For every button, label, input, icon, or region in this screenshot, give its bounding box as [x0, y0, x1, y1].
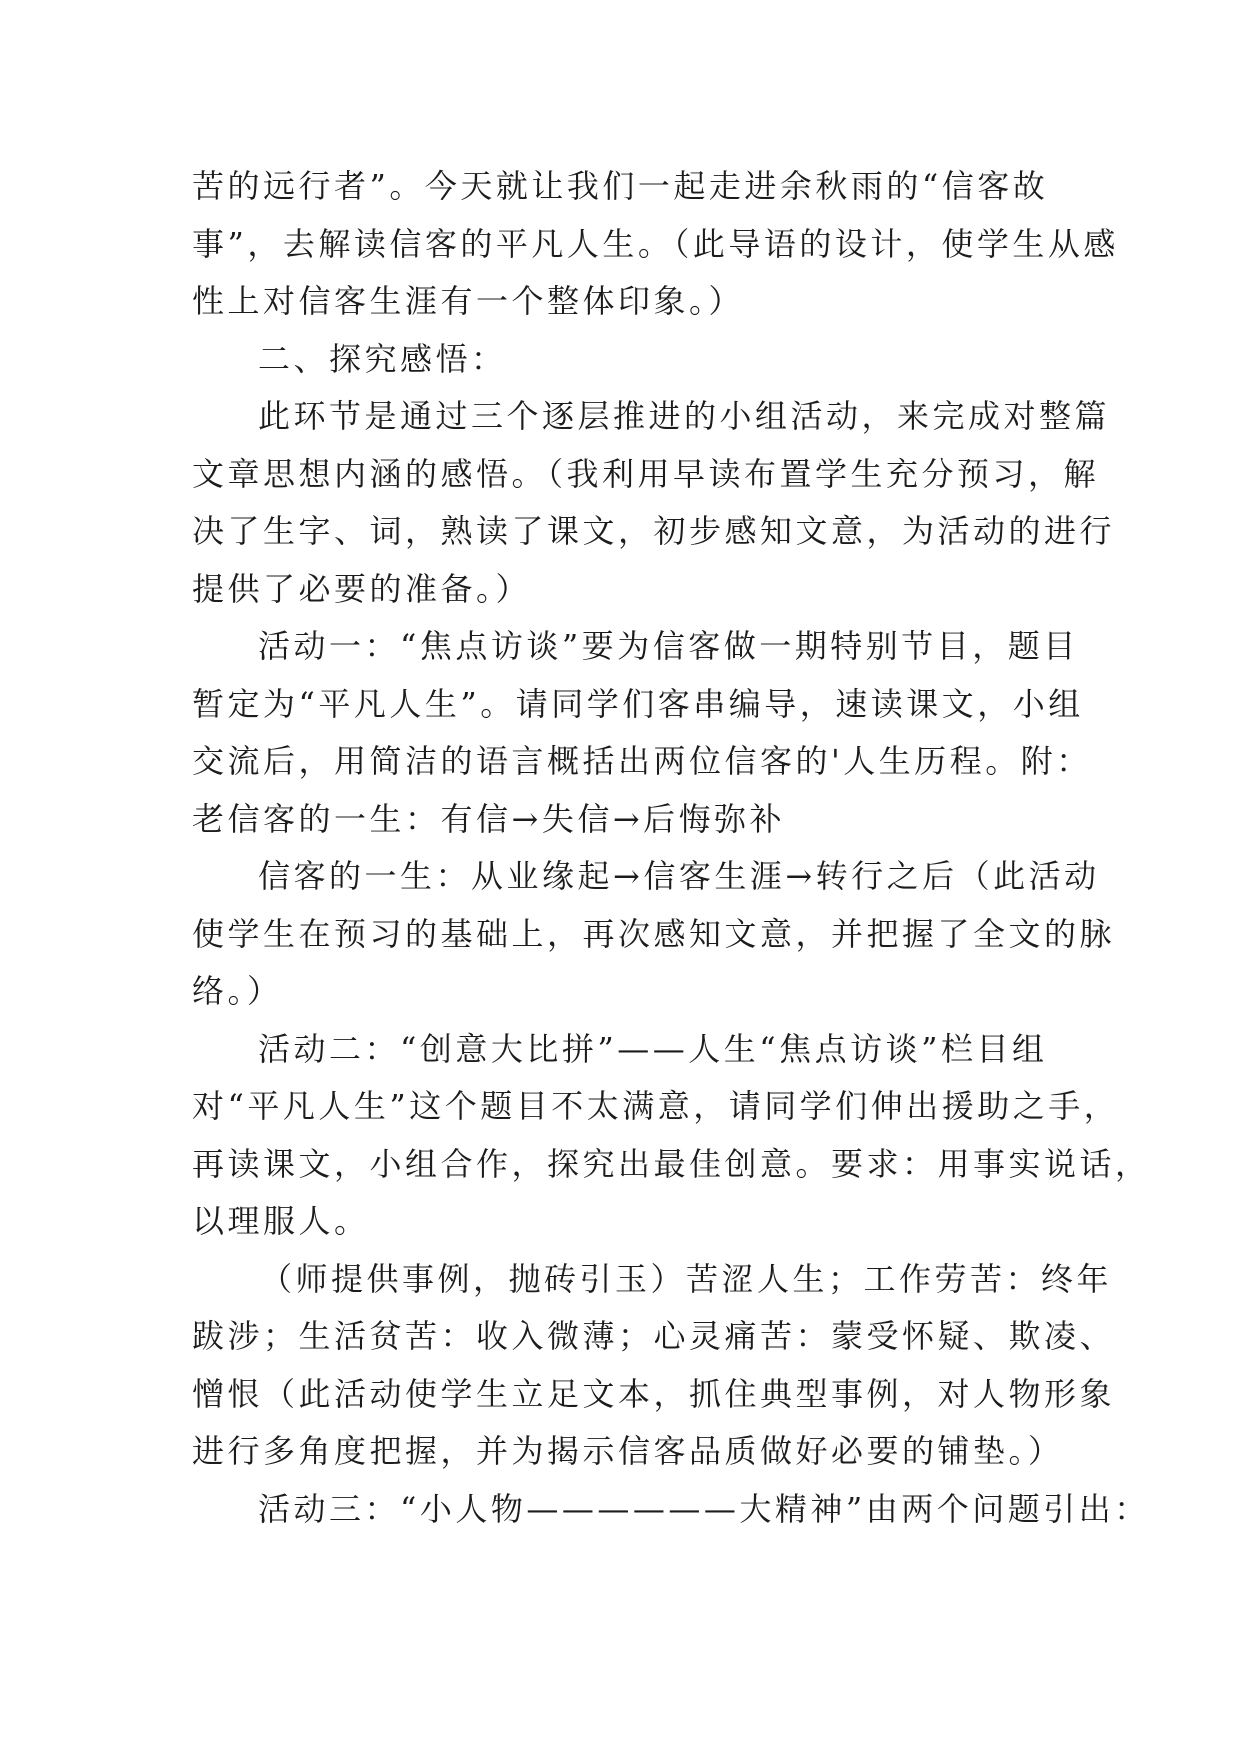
text-line: （师提供事例，抛砖引玉）苦涩人生；工作劳苦：终年	[260, 1259, 1113, 1298]
text-line: 决了生字、词，熟读了课文，初步感知文意，为活动的进行	[192, 512, 1116, 550]
text-line: 性上对信客生涯有一个整体印象。）	[192, 282, 745, 320]
text-line: 络。）	[192, 972, 283, 1010]
text-line: 再读课文，小组合作，探究出最佳创意。要求：用事实说话，	[192, 1144, 1151, 1183]
text-line: 使学生在预习的基础上，再次感知文意，并把握了全文的脉	[192, 914, 1116, 953]
text-line: 对“平凡人生”这个题目不太满意，请同学们伸出援助之手，	[192, 1087, 1120, 1125]
text-line: 进行多角度把握，并为揭示信客品质做好必要的铺垫。）	[192, 1432, 1064, 1470]
section-heading: 二、探究感悟：	[258, 339, 507, 378]
document-body	[192, 158, 1151, 1538]
text-line: 憎恨（此活动使学生立足文本，抓住典型事例，对人物形象	[192, 1374, 1116, 1413]
text-line: 老信客的一生：有信→失信→后悔弥补	[192, 799, 786, 838]
text-line: 提供了必要的准备。）	[192, 569, 532, 608]
text-line: 事”，去解读信客的平凡人生。（此导语的设计，使学生从感	[192, 224, 1119, 263]
text-line: 暂定为“平凡人生”。请同学们客串编导，速读课文，小组	[192, 684, 1084, 723]
text-line: 活动三：“小人物——————大精神”由两个问题引出：	[258, 1489, 1150, 1528]
text-line: 此环节是通过三个逐层推进的小组活动，来完成对整篇	[258, 397, 1111, 435]
text-line: 苦的远行者”。今天就让我们一起走进余秋雨的“信客故	[192, 167, 1049, 205]
text-line: 以理服人。	[192, 1202, 370, 1240]
text-line: 跋涉；生活贫苦：收入微薄；心灵痛苦：蒙受怀疑、欺凌、	[192, 1317, 1116, 1355]
text-line: 活动二：“创意大比拼”——人生“焦点访谈”栏目组	[258, 1029, 1048, 1068]
text-line: 活动一：“焦点访谈”要为信客做一期特别节目，题目	[258, 627, 1079, 665]
text-line: 交流后，用简洁的语言概括出两位信客的'人生历程。附：	[192, 742, 1092, 780]
text-line: 信客的一生：从业缘起→信客生涯→转行之后（此活动	[258, 857, 1100, 895]
text-line: 文章思想内涵的感悟。（我利用早读布置学生充分预习，解	[192, 454, 1100, 493]
